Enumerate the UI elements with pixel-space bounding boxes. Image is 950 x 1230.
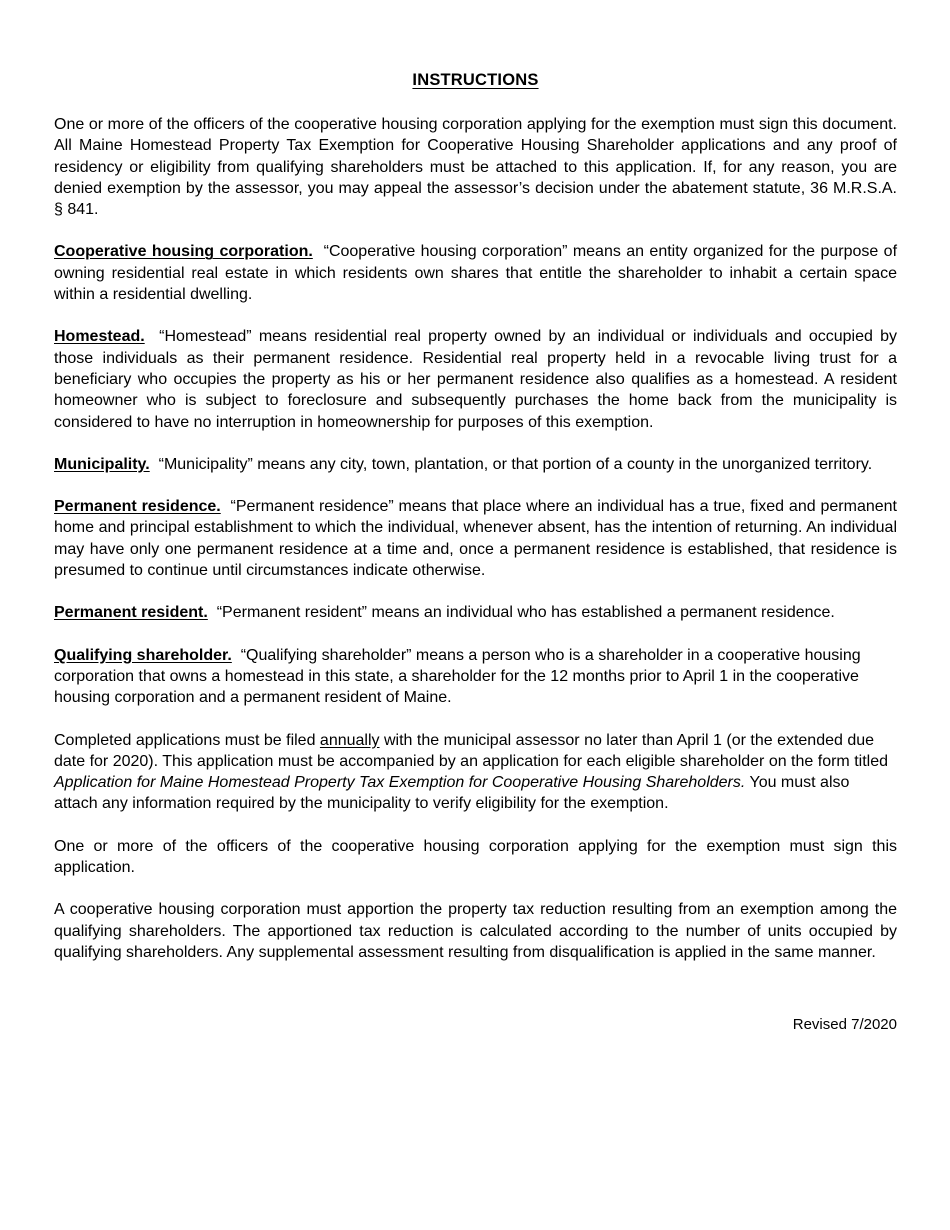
filing-form-title: Application for Maine Homestead Property Tax Exemption for Cooperative Housing Shareholders. [54,774,746,792]
document-body [54,0,897,984]
filing-text-part-one: Completed applications must be filed [54,731,320,749]
definition-homestead: “Homestead” means residential real property owned by an individual or individuals and occupied by those individuals as their permanent residence. Residential real property held in a revocable living trust for a beneficiary who occupies the property as his or her permanent residence also qualifies as a homestead. A resident homeowner who is subject to foreclosure and subsequently purchases the home back from the municipality is considered to have no interruption in homeownership for purposes of this exemption. [54,328,897,431]
paragraph-intro: One or more of the officers of the cooperative housing corporation applying for the exemption must sign this document. All Maine Homestead Property Tax Exemption for Cooperative Housing Shareholder applications and any proof of residency or eligibility from qualifying shareholders must be attached to this application. If, for any reason, you are denied exemption by the assessor, you may appeal the assessor’s decision under the abatement statute, 36 M.R.S.A. § 841. [54,116,897,219]
definition-municipality: “Municipality” means any city, town, plantation, or that portion of a county in the unorganized territory. [158,455,873,473]
paragraph-homestead [54,326,897,432]
page-title [54,0,897,91]
paragraph-permanent-residence [54,496,897,581]
definition-permanent-resident: “Permanent resident” means an individual who has established a permanent residence. [216,604,835,622]
paragraph-municipality [54,454,897,475]
term-permanent-residence: Permanent residence. [54,498,221,516]
term-permanent-resident: Permanent resident. [54,604,208,622]
page-title-text: INSTRUCTIONS [412,71,539,89]
term-municipality: Municipality. [54,455,150,473]
paragraph-qualifying-shareholder [54,645,897,709]
definition-cooperative-housing-corporation: “Cooperative housing corporation” means an entity organized for the purpose of owning residential real estate in which residents own shares that entitle the shareholder to inhabit a certain space within a residential dwelling. [54,243,898,304]
paragraph-permanent-resident [54,602,897,623]
filing-text-part-two: with the municipal assessor no later than April 1 (or the extended due date for 2020). This application must be accompanied by an application for each eligible shareholder on the form titled [54,731,888,770]
paragraph-apportionment: A cooperative housing corporation must apportion the property tax reduction resulting from an exemption among the qualifying shareholders. The apportioned tax reduction is calculated according to the number of units occupied by qualifying shareholders. Any supplemental assessment resulting from disqualification is applied in the same manner. [54,901,897,961]
paragraph-cooperative-housing-corporation [54,241,897,305]
filing-annually-emphasis: annually [319,731,380,749]
definition-qualifying-shareholder: “Qualifying shareholder” means a person who is a shareholder in a cooperative housing corporation that owns a homestead in this state, a shareholder for the 12 months prior to April 1 in the cooperative housing corporation and a permanent resident of Maine. [54,646,861,707]
definition-permanent-residence: “Permanent residence” means that place where an individual has a true, fixed and permanent home and principal establishment to which the individual, whenever absent, has the intention of returning. An individual may have only one permanent residence at a time and, once a permanent residence is established, that residence is presumed to continue until circumstances indicate otherwise. [54,498,898,580]
paragraph-filing-deadline [54,730,897,815]
revision-footer: Revised 7/2020 [792,1016,897,1033]
filing-text-part-three: You must also attach any information required by the municipality to verify eligibility for the exemption. [54,774,850,813]
term-qualifying-shareholder: Qualifying shareholder. [54,646,232,664]
term-cooperative-housing-corporation: Cooperative housing corporation. [54,243,313,261]
paragraph-officers-must-sign: One or more of the officers of the cooperative housing corporation applying for the exemption must sign this application. [54,837,897,877]
term-homestead: Homestead. [54,328,145,346]
